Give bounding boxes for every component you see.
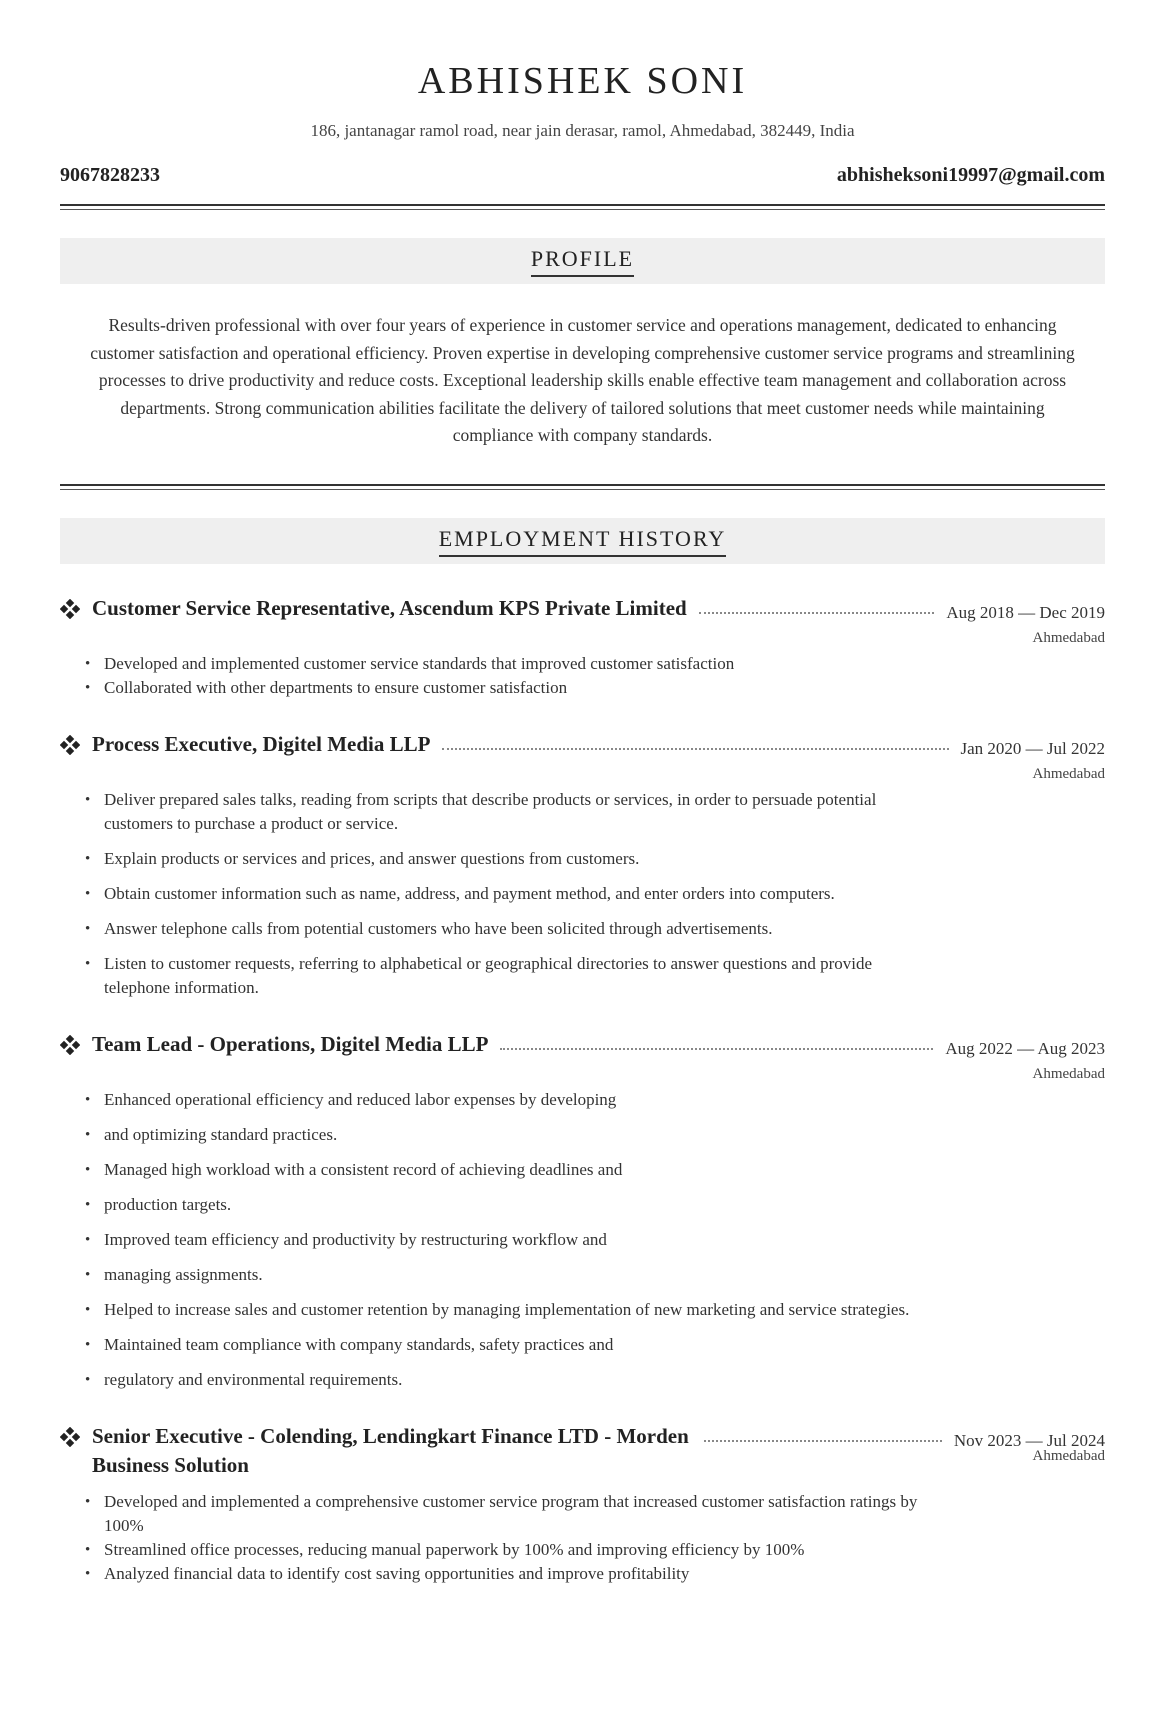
- dotted-leader: [442, 730, 948, 750]
- list-item: • production targets.: [85, 1194, 232, 1214]
- job-entry: [60, 594, 1105, 700]
- job-bullets: [82, 1088, 942, 1392]
- list-item: • Analyzed financial data to identify cost saving opportunities and improve profitability: [85, 1563, 690, 1583]
- quatrefoil-bullet-icon: [60, 599, 80, 619]
- list-item: • Listen to customer requests, referring to alphabetical or geographical directories to answer questions and provide telephone information.: [85, 953, 873, 997]
- job-city: Ahmedabad: [1032, 629, 1105, 646]
- job-entry: [60, 1030, 1105, 1392]
- job-title: Process Executive, Digitel Media LLP: [92, 731, 431, 756]
- employment-heading: EMPLOYMENT HISTORY: [439, 525, 727, 557]
- list-item: • Obtain customer information such as name, address, and payment method, and enter orders into computers.: [85, 883, 835, 903]
- job-title: Customer Service Representative, Ascendum KPS Private Limited: [92, 595, 687, 620]
- candidate-name: ABHISHEK SONI: [417, 60, 748, 102]
- list-item: • Helped to increase sales and customer retention by managing implementation of new marketing and service strategies.: [85, 1299, 910, 1319]
- contact-row: [60, 162, 1105, 188]
- list-item: • Answer telephone calls from potential customers who have been solicited through advertisements.: [85, 918, 773, 938]
- job-city: Ahmedabad: [1032, 1065, 1105, 1082]
- profile-divider: [60, 484, 1105, 490]
- job-entry: [60, 730, 1105, 1000]
- quatrefoil-bullet-icon: [60, 1035, 80, 1055]
- profile-heading: PROFILE: [531, 245, 634, 277]
- list-item: • Deliver prepared sales talks, reading from scripts that describe products or services, in order to persuade potential customers to purchase a product or service.: [85, 789, 877, 833]
- job-bullets: [82, 788, 942, 1000]
- job-entry: [60, 1422, 1105, 1586]
- job-city: Ahmedabad: [1032, 1447, 1105, 1464]
- job-dates: Aug 2022 — Aug 2023: [945, 1038, 1105, 1058]
- job-city: Ahmedabad: [1032, 765, 1105, 782]
- job-bullets: [82, 1490, 942, 1586]
- list-item: • Streamlined office processes, reducing manual paperwork by 100% and improving efficiency by 100%: [85, 1539, 805, 1559]
- employment-section-header: [60, 518, 1105, 564]
- list-item: • Developed and implemented a comprehensive customer service program that increased customer satisfaction ratings by 100%: [85, 1491, 918, 1535]
- address: 186, jantanagar ramol road, near jain derasar, ramol, Ahmedabad, 382449, India: [310, 121, 855, 140]
- list-item: • Enhanced operational efficiency and reduced labor expenses by developing: [85, 1089, 617, 1109]
- list-item: • Explain products or services and prices, and answer questions from customers.: [85, 848, 640, 868]
- dotted-leader: [699, 594, 935, 614]
- dotted-leader: [704, 1422, 942, 1442]
- header-divider: [60, 204, 1105, 210]
- job-dates: Aug 2018 — Dec 2019: [946, 602, 1105, 622]
- list-item: • Maintained team compliance with company standards, safety practices and: [85, 1334, 614, 1354]
- list-item: • Developed and implemented customer service standards that improved customer satisfaction: [85, 653, 735, 673]
- list-item: • Collaborated with other departments to ensure customer satisfaction: [85, 677, 568, 697]
- list-item: • Managed high workload with a consistent record of achieving deadlines and: [85, 1159, 623, 1179]
- job-dates: Nov 2023 — Jul 2024: [953, 1430, 1105, 1450]
- quatrefoil-bullet-icon: [60, 1427, 80, 1447]
- job-title: Team Lead - Operations, Digitel Media LLP: [92, 1031, 489, 1056]
- quatrefoil-bullet-icon: [60, 735, 80, 755]
- job-dates: Jan 2020 — Jul 2022: [960, 738, 1105, 758]
- dotted-leader: [500, 1030, 933, 1050]
- profile-section-header: [60, 238, 1105, 284]
- phone-number: 9067828233: [60, 164, 160, 186]
- resume-page: [60, 0, 1105, 1586]
- list-item: • managing assignments.: [85, 1264, 263, 1284]
- list-item: • regulatory and environmental requirements.: [85, 1369, 403, 1389]
- list-item: • and optimizing standard practices.: [85, 1124, 338, 1144]
- list-item: • Improved team efficiency and productivity by restructuring workflow and: [85, 1229, 607, 1249]
- job-bullets: [82, 652, 942, 700]
- job-title: Senior Executive - Colending, Lendingkart Finance LTD - Morden Business Solution: [92, 1423, 689, 1477]
- email-address: abhisheksoni19997@gmail.com: [836, 164, 1105, 186]
- profile-summary: Results-driven professional with over four years of experience in customer service and operations management, dedicated to enhancing customer satisfaction and operational efficiency. Proven expertise in developing comprehensive customer service programs and streamlining processes to drive productivity and reduce costs. Exceptional leadership skills enable effective team management and collaboration across departments. Strong communication abilities facilitate the delivery of tailored solutions that meet customer needs while maintaining compliance with company standards.: [90, 315, 1075, 445]
